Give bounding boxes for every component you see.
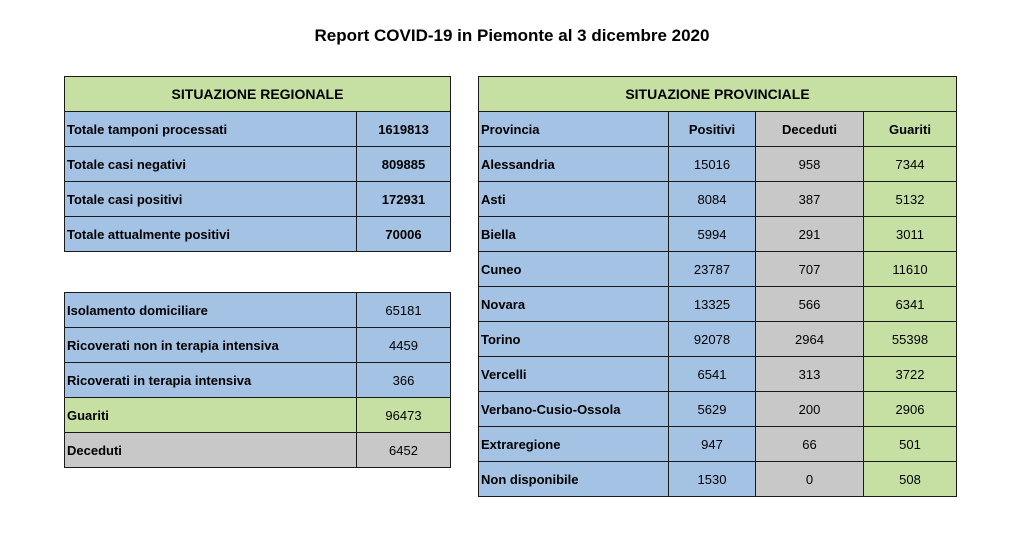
row-label: Ricoverati in terapia intensiva <box>65 363 357 398</box>
table-row <box>65 112 451 147</box>
cell-positivi: 8084 <box>669 182 756 217</box>
cell-deceduti: 291 <box>756 217 864 252</box>
cell-positivi: 92078 <box>669 322 756 357</box>
table-row <box>479 427 957 462</box>
row-label: Guariti <box>65 398 357 433</box>
cell-guariti: 7344 <box>864 147 957 182</box>
cell-positivi: 13325 <box>669 287 756 322</box>
table-row <box>65 147 451 182</box>
table-row <box>65 182 451 217</box>
column-header-deceduti: Deceduti <box>756 112 864 147</box>
cell-positivi: 5629 <box>669 392 756 427</box>
page-title: Report COVID-19 in Piemonte al 3 dicembre 2020 <box>314 26 710 45</box>
table-row <box>479 182 957 217</box>
row-label: Deceduti <box>65 433 357 468</box>
regional-header: SITUAZIONE REGIONALE <box>65 77 451 112</box>
table-row <box>65 328 451 363</box>
provincial-header: SITUAZIONE PROVINCIALE <box>479 77 957 112</box>
row-value: 96473 <box>357 398 451 433</box>
table-row <box>65 293 451 328</box>
row-label: Totale tamponi processati <box>65 112 357 147</box>
column-header-row <box>479 112 957 147</box>
table-header-row <box>479 77 957 112</box>
cell-provincia: Vercelli <box>479 357 669 392</box>
table-row <box>479 287 957 322</box>
cell-provincia: Torino <box>479 322 669 357</box>
table-header-row <box>65 77 451 112</box>
table-row <box>479 147 957 182</box>
table-row <box>65 433 451 468</box>
row-value: 809885 <box>357 147 451 182</box>
cell-positivi: 6541 <box>669 357 756 392</box>
cell-deceduti: 0 <box>756 462 864 497</box>
cell-guariti: 5132 <box>864 182 957 217</box>
cell-provincia: Verbano-Cusio-Ossola <box>479 392 669 427</box>
cell-guariti: 3722 <box>864 357 957 392</box>
cell-provincia: Alessandria <box>479 147 669 182</box>
column-header-provincia: Provincia <box>479 112 669 147</box>
cell-provincia: Non disponibile <box>479 462 669 497</box>
column-header-guariti: Guariti <box>864 112 957 147</box>
table-row <box>479 392 957 427</box>
cell-deceduti: 200 <box>756 392 864 427</box>
cell-provincia: Novara <box>479 287 669 322</box>
row-value: 366 <box>357 363 451 398</box>
table-row <box>479 357 957 392</box>
cell-positivi: 1530 <box>669 462 756 497</box>
cell-guariti: 2906 <box>864 392 957 427</box>
cell-guariti: 55398 <box>864 322 957 357</box>
row-value: 1619813 <box>357 112 451 147</box>
row-label: Totale casi positivi <box>65 182 357 217</box>
cell-deceduti: 313 <box>756 357 864 392</box>
cell-deceduti: 387 <box>756 182 864 217</box>
row-label: Isolamento domiciliare <box>65 293 357 328</box>
provincial-table <box>478 76 957 497</box>
cell-positivi: 15016 <box>669 147 756 182</box>
cell-positivi: 5994 <box>669 217 756 252</box>
cell-provincia: Biella <box>479 217 669 252</box>
cell-guariti: 11610 <box>864 252 957 287</box>
row-label: Totale attualmente positivi <box>65 217 357 252</box>
row-value: 172931 <box>357 182 451 217</box>
row-value: 6452 <box>357 433 451 468</box>
row-value: 65181 <box>357 293 451 328</box>
row-label: Totale casi negativi <box>65 147 357 182</box>
cell-guariti: 508 <box>864 462 957 497</box>
cell-guariti: 501 <box>864 427 957 462</box>
row-value: 70006 <box>357 217 451 252</box>
table-row <box>479 252 957 287</box>
row-value: 4459 <box>357 328 451 363</box>
cell-deceduti: 566 <box>756 287 864 322</box>
column-header-positivi: Positivi <box>669 112 756 147</box>
row-label: Ricoverati non in terapia intensiva <box>65 328 357 363</box>
cell-deceduti: 2964 <box>756 322 864 357</box>
cell-deceduti: 707 <box>756 252 864 287</box>
regional-summary-table <box>64 76 451 252</box>
table-row <box>65 217 451 252</box>
cell-provincia: Asti <box>479 182 669 217</box>
cell-positivi: 947 <box>669 427 756 462</box>
table-row <box>479 217 957 252</box>
table-row <box>65 398 451 433</box>
cell-deceduti: 66 <box>756 427 864 462</box>
table-row <box>479 462 957 497</box>
cell-provincia: Extraregione <box>479 427 669 462</box>
cell-guariti: 3011 <box>864 217 957 252</box>
cell-guariti: 6341 <box>864 287 957 322</box>
table-row <box>65 363 451 398</box>
cell-positivi: 23787 <box>669 252 756 287</box>
cell-deceduti: 958 <box>756 147 864 182</box>
regional-detail-table <box>64 292 451 468</box>
cell-provincia: Cuneo <box>479 252 669 287</box>
table-row <box>479 322 957 357</box>
